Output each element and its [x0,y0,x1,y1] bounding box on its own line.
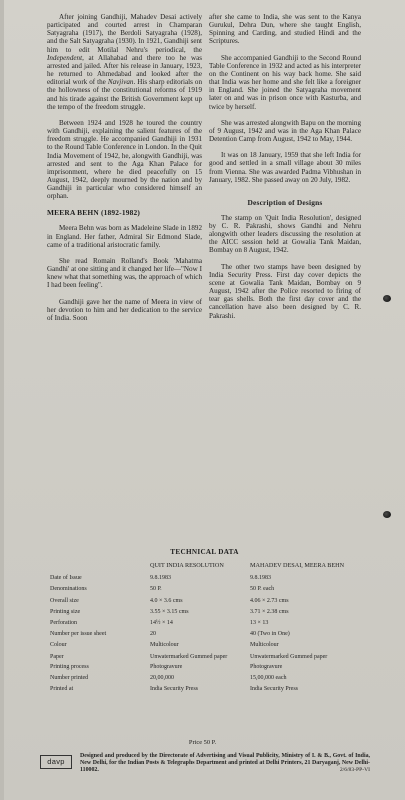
row-label: Paper [50,653,64,660]
row-label: Printed at [50,685,74,692]
paragraph-meera-name: Gandhiji gave her the name of Meera in view of her devotion to him and her dedication to the service of India. Soon [47,297,202,322]
column-header-quit-india: QUIT INDIA RESOLUTION [150,562,224,569]
paragraph-meera-gurukul: after she came to India, she was sent to the Kanya Gurukul, Dehra Dun, where she taught English, Spinning and Carding, and studied Hindi and the Scriptures. [209,13,361,46]
paragraph-meera-conference: She accompanied Gandhiji to the Second Round Table Conference in 1932 and acted as his interpreter on the Continent on his way back home. She said that India was her home and she felt like a foreigner in England. She joined the Satyagraha movement later on and was in prison once with Kasturba, and twice by herself. [209,53,361,111]
paragraph-meera-arrest: She was arrested alongwith Bapu on the morning of 9 August, 1942 and was in the Aga Khan Palace Detention Camp from August, 1942 to May, 1944. [209,118,361,144]
row-value-desai-behn: 40 (Two in One) [250,631,290,638]
paragraph-design-others: The other two stamps have been designed by India Security Press. First day cover depicts the scene at Gowalia Tank Maidan, Bombay on 9 August, 1942 after the Police resorted to firing of tear gas shells. Both the first day cover and the cancellation have also been designed by C. R. Pakrashi. [209,262,361,320]
table-row [47,675,362,682]
row-value-quit-india: 14½ × 14 [150,619,173,626]
row-value-desai-behn: 13 × 13 [250,619,269,626]
punch-hole-icon [383,511,391,518]
row-value-desai-behn: 4.06 × 2.73 cms [250,597,289,604]
table-row [47,631,362,638]
row-value-desai-behn: 15,00,000 each [250,674,287,681]
footer [40,753,375,775]
row-label: Printing size [50,608,81,615]
paragraph-meera-book: She read Romain Rolland's Book 'Mahatma Gandhi' at one sitting and it changed her life—"Now I knew what that something was, the approach of which I had been feeling". [47,256,202,290]
table-row [47,642,362,649]
row-label: Overall size [50,597,79,604]
column-header-desai-behn: MAHADEV DESAI, MEERA BEHN [250,562,345,569]
row-value-quit-india: Unwatermarked Gummed paper [150,653,228,660]
section-heading-designs: Description of Designs [247,197,323,207]
row-label: Number per issue sheet [50,631,107,638]
row-value-quit-india: 3.55 × 3.15 cms [150,608,189,615]
paragraph-meera-vienna: It was on 18 January, 1959 that she left India for good and settled in a small village about 30 miles from Vienna. She was awarded Padma Vibhushan in January, 1982. She passed away on 20 July, 1982. [209,151,361,184]
row-value-quit-india: Multicolour [150,642,179,649]
row-value-quit-india: 9.8.1983 [150,575,171,582]
row-label: Date of Issue [50,575,82,582]
periodical-title: Navjivan [107,78,134,87]
table-row [47,609,362,616]
row-value-desai-behn: Photogravure [250,663,283,670]
price-label: Price 50 P. [188,739,217,746]
row-value-desai-behn: 50 P. each [250,586,275,593]
periodical-title: Independent [47,53,83,62]
technical-data-rows [47,575,362,693]
section-heading-meera-behn: MEERA BEHN (1892-1982) [47,208,141,218]
row-label: Printing process [50,663,89,670]
row-value-desai-behn: Multicolour [250,642,279,649]
right-column [209,13,361,328]
table-row [47,654,362,661]
row-value-quit-india: Photogravure [150,663,183,670]
paragraph-desai-satyagraha: After joining Gandhiji, Mahadev Desai actively participated and courted arrest in Champaran Satyagraha (1917), the Berdoli Satyagraha (1928), and the Salt Satyagraha (1930). In 1921, Gandhiji sent him to edit Motilal Nehru's periodical, the Independent, at Allahabad and there too he was arrested and jailed. After his release in January, 1923, he returned to Ahmedabad and looked after the editorial work of the Navjivan. His sharp editorials on the hollowness of the constitutional reforms of 1919 and his tirade against the British Government kept up the tempo of the freedom struggle. [47,13,202,111]
table-row [47,686,362,693]
row-value-quit-india: 20 [150,631,156,638]
row-value-desai-behn: 3.71 × 2.38 cms [250,608,289,615]
row-label: Denominations [50,586,87,593]
paragraph-design-stamp: The stamp on 'Quit India Resolution', designed by C. R. Pakrashi, shows Gandhi and Nehru alongwith other leaders discussing the resolution at the AICC session held at Gowalia Tank Maidan, Bombay on 8 August, 1942. [209,213,361,255]
davp-logo: davp [40,755,72,769]
row-value-desai-behn: 9.8.1983 [250,575,271,582]
technical-data-table [47,548,362,697]
table-row [47,598,362,605]
table-row [47,664,362,671]
row-label: Colour [50,642,67,649]
punch-hole-icon [383,295,391,302]
left-column [47,13,202,330]
page-edge [0,0,4,800]
row-value-desai-behn: Unwatermarked Gummed paper [250,653,328,660]
row-value-quit-india: 4.0 × 3.6 cms [150,597,183,604]
row-label: Number printed [50,674,89,681]
footer-credits: Designed and produced by the Directorate of Advertising and Visual Publicity, Ministry of I. & B., Govt. of India, New Delhi, for the Indian Posts & Telegraphs Department and printed at Delhi Printers, 21 Daryaganj, New Delhi-110002. 2/6/83-PP-VI [80,753,370,774]
row-value-desai-behn: India Security Press [250,685,298,692]
row-value-quit-india: India Security Press [150,685,198,692]
table-row [47,575,362,582]
table-row [47,620,362,627]
row-value-quit-india: 20,00,000 [150,674,174,681]
row-label: Perforation [50,619,77,626]
technical-data-title: TECHNICAL DATA [170,548,239,556]
paragraph-meera-birth: Meera Behn was born as Madeleine Slade in 1892 in England. Her father, Admiral Sir Edmond Slade, came of a traditional aristocratic family. [47,224,202,249]
print-code: 2/6/83-PP-VI [339,767,370,774]
technical-data-header [47,562,362,569]
row-value-quit-india: 50 P. [150,586,162,593]
table-row [47,586,362,593]
paragraph-desai-tours: Between 1924 and 1928 he toured the country with Gandhiji, explaining the salient features of the freedom struggle. He accompanied Gandhiji in 1931 to the Round Table Conference in London. In the Quit India Movement of 1942, he, alongwith Gandhiji, was arrested and sent to the Aga Khan Palace for imprisonment, where he died peacefully on 15 August, 1942, deeply mourned by the nation and by Gandhiji in particular who considered himself an orphan. [47,118,202,201]
